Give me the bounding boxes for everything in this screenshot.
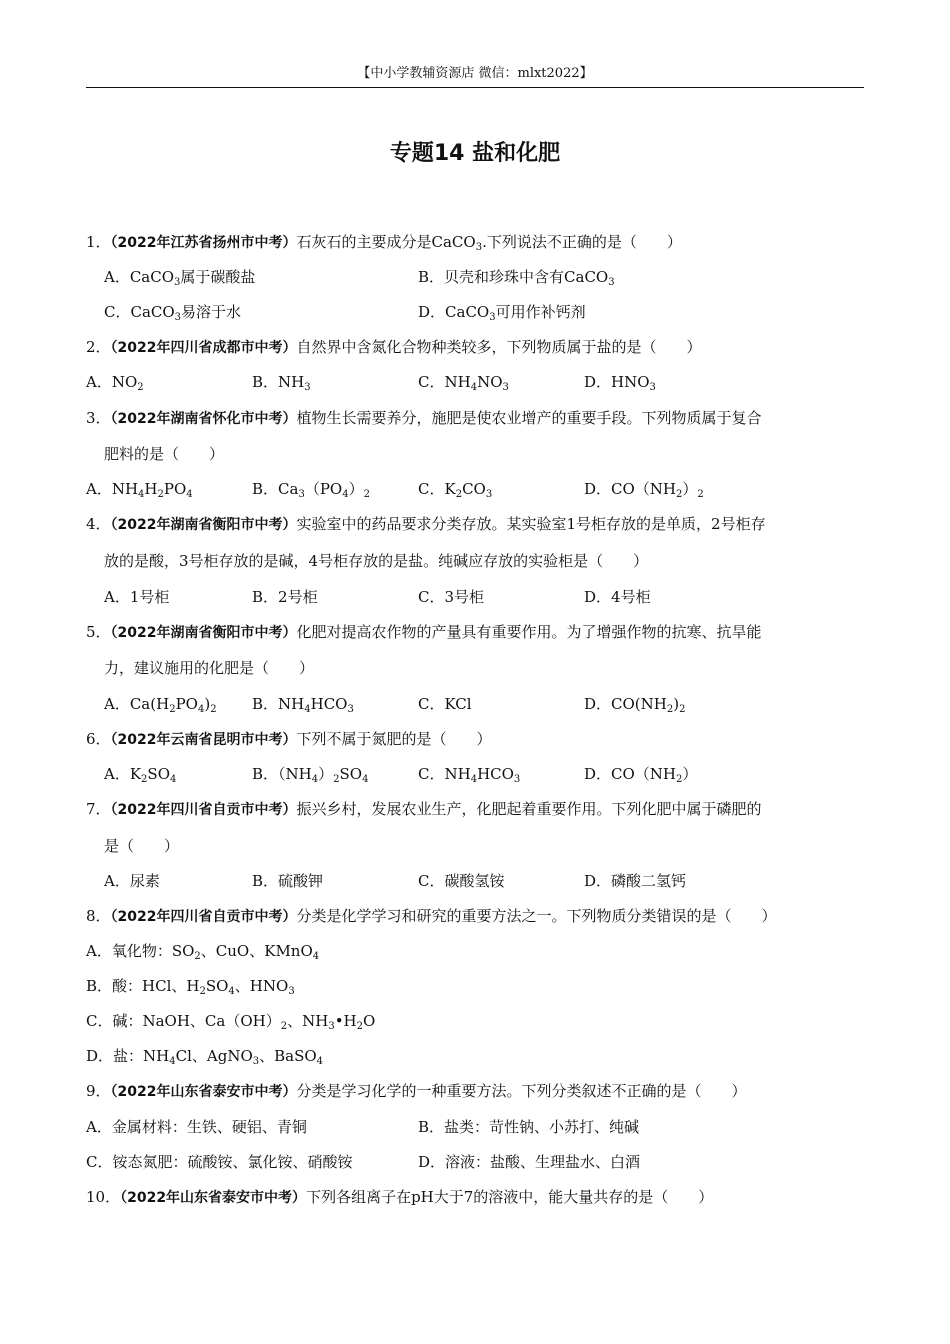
q4-option-a: A．1号柜	[104, 588, 170, 606]
question-number: 1．	[86, 233, 111, 251]
question-3-cont: 肥料的是（ ）	[104, 445, 225, 463]
question-6: 6．（2022年云南省昆明市中考）下列不属于氮肥的是（ ）	[86, 730, 492, 748]
question-source: （2022年四川省自贡市中考）	[110, 909, 297, 925]
question-4-cont: 放的是酸，3号柜存放的是碱，4号柜存放的是盐。纯碱应存放的实验柜是（ ）	[104, 552, 649, 570]
question-number: 3．	[86, 409, 111, 427]
q1-option-b: B．贝壳和珍珠中含有CaCO$_3$	[418, 268, 615, 288]
q8-option-b: B．酸：HCl、$H_2SO_4$、$HNO_3$	[86, 977, 295, 997]
q9-option-c: C．铵态氮肥：硫酸铵、氯化铵、硝酸铵	[86, 1153, 353, 1171]
q1-option-a: A．CaCO$_3$属于碳酸盐	[104, 268, 256, 288]
page-header: 【中小学教辅资源店 微信：mlxt2022】	[86, 63, 864, 88]
question-number: 10．	[86, 1188, 121, 1206]
q7-option-a: A．尿素	[104, 872, 160, 890]
q7-option-d: D．磷酸二氢钙	[584, 872, 687, 890]
q8-option-c: C．碱：NaOH、$Ca(OH)_2$、$NH_3•H_2O$	[86, 1012, 376, 1032]
question-source: （2022年湖南省怀化市中考）	[110, 411, 297, 427]
question-3: 3．（2022年湖南省怀化市中考）植物生长需要养分，施肥是使农业增产的重要手段。下列物质属于复合	[86, 409, 762, 427]
q2-option-c: C．$NH_4NO_3$	[418, 373, 509, 393]
q3-option-b: B．$Ca_3(PO_4)_2$	[252, 480, 370, 500]
question-5-cont: 力，建议施用的化肥是（ ）	[104, 659, 315, 677]
question-1: 1．（2022年江苏省扬州市中考）石灰石的主要成分是CaCO$_3$.下列说法不正确的是（ ）	[86, 233, 682, 253]
question-number: 8．	[86, 907, 111, 925]
question-7: 7．（2022年四川省自贡市中考）振兴乡村，发展农业生产，化肥起着重要作用。下列化肥中属于磷肥的	[86, 800, 762, 818]
q8-option-a: A．氧化物：$SO_2$、CuO、KMnO$_4$	[86, 942, 320, 962]
q1-option-d: D．CaCO$_3$可用作补钙剂	[418, 303, 586, 323]
q1-option-c: C．CaCO$_3$易溶于水	[104, 303, 242, 323]
question-10: 10．（2022年山东省泰安市中考）下列各组离子在pH大于7的溶液中，能大量共存的是（ ）	[86, 1188, 714, 1206]
q4-option-c: C．3号柜	[418, 588, 485, 606]
question-9: 9．（2022年山东省泰安市中考）分类是学习化学的一种重要方法。下列分类叙述不正确的是（ ）	[86, 1082, 747, 1100]
question-source: （2022年湖南省衡阳市中考）	[110, 517, 297, 533]
q3-option-a: A．$NH_4H_2PO_4$	[86, 480, 193, 500]
page-title: 专题14 盐和化肥	[389, 141, 561, 166]
question-number: 5．	[86, 623, 111, 641]
question-number: 9．	[86, 1082, 111, 1100]
q9-option-b: B．盐类：苛性钠、小苏打、纯碱	[418, 1118, 640, 1136]
q5-option-d: D．$CO(NH_2)_2$	[584, 695, 686, 715]
q2-option-b: B．$NH_3$	[252, 373, 311, 393]
q9-option-d: D．溶液：盐酸、生理盐水、白酒	[418, 1153, 641, 1171]
q6-option-a: A．$K_2SO_4$	[104, 765, 177, 785]
question-source: （2022年山东省泰安市中考）	[110, 1084, 297, 1100]
q2-option-d: D．$HNO_3$	[584, 373, 656, 393]
question-8: 8．（2022年四川省自贡市中考）分类是化学学习和研究的重要方法之一。下列物质分类错误的是（ ）	[86, 907, 777, 925]
q6-option-d: D．$CO(NH_2)$	[584, 765, 698, 785]
q9-option-a: A．金属材料：生铁、硬铝、青铜	[86, 1118, 307, 1136]
q5-option-a: A．$Ca(H_2PO_4)_2$	[104, 695, 217, 715]
question-source: （2022年四川省自贡市中考）	[110, 802, 297, 818]
q5-option-b: B．$NH_4HCO_3$	[252, 695, 354, 715]
q6-option-c: C．$NH_4HCO_3$	[418, 765, 521, 785]
question-number: 2．	[86, 338, 111, 356]
question-5: 5．（2022年湖南省衡阳市中考）化肥对提高农作物的产量具有重要作用。为了增强作物的抗寒、抗旱能	[86, 623, 762, 641]
q6-option-b: B．$(NH_4)_2SO_4$	[252, 765, 369, 785]
q5-option-c: C．KCl	[418, 695, 472, 713]
q4-option-d: D．4号柜	[584, 588, 651, 606]
question-number: 7．	[86, 800, 111, 818]
question-source: （2022年云南省昆明市中考）	[110, 732, 297, 748]
q3-option-c: C．$K_2CO_3$	[418, 480, 493, 500]
question-number: 4．	[86, 515, 111, 533]
question-2: 2．（2022年四川省成都市中考）自然界中含氮化合物种类较多，下列物质属于盐的是（ ）	[86, 338, 702, 356]
q3-option-d: D．$CO(NH_2)_2$	[584, 480, 704, 500]
question-number: 6．	[86, 730, 111, 748]
q4-option-b: B．2号柜	[252, 588, 318, 606]
question-7-cont: 是（ ）	[104, 837, 180, 855]
question-source: （2022年四川省成都市中考）	[110, 340, 297, 356]
q2-option-a: A．$NO_2$	[86, 373, 144, 393]
q7-option-b: B．硫酸钾	[252, 872, 324, 890]
question-source: （2022年山东省泰安市中考）	[120, 1190, 307, 1206]
question-source: （2022年江苏省扬州市中考）	[110, 235, 297, 251]
question-source: （2022年湖南省衡阳市中考）	[110, 625, 297, 641]
q8-option-d: D．盐：$NH_4Cl$、AgNO$_3$、BaSO$_4$	[86, 1047, 324, 1067]
question-4: 4．（2022年湖南省衡阳市中考）实验室中的药品要求分类存放。某实验室1号柜存放的是单质，2号柜存	[86, 515, 766, 533]
q7-option-c: C．碳酸氢铵	[418, 872, 505, 890]
